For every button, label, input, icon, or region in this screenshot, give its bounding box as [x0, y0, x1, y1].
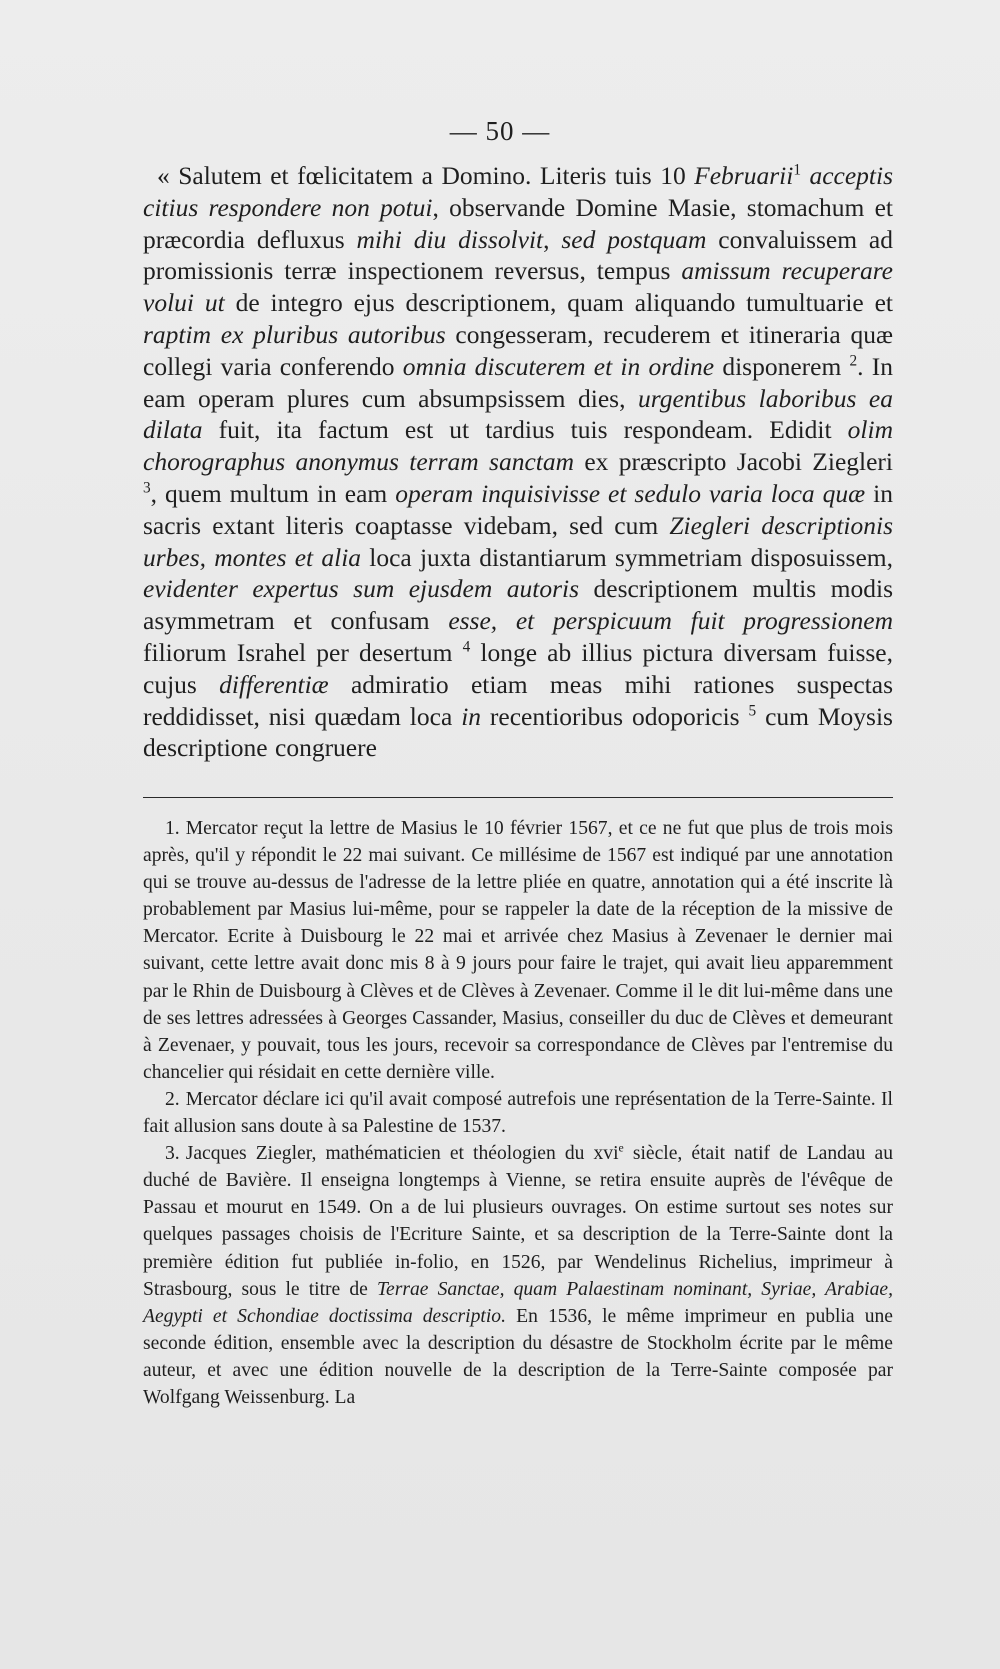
text-run: ex præscripto Jacobi Ziegleri [574, 447, 893, 477]
footnote-ref-1: 1 [793, 161, 801, 179]
italic-run: amissum recuperare volui ut [143, 256, 893, 318]
text-run: recentioribus odoporicis [481, 701, 749, 731]
main-text [143, 160, 893, 764]
text-run: filiorum Israhel per desertum [143, 637, 463, 667]
italic-run: Ziegleri descriptionis urbes, montes et alia [143, 510, 893, 572]
text-run: fuit, ita factum est ut tardius tuis respondeam. Edidit [202, 415, 848, 445]
text-run: , observande Domine Masie, stomachum et præcordia defluxus [143, 192, 894, 254]
italic-run: evidenter expertus sum ejusdem autoris [143, 574, 580, 604]
text-run: convaluissem ad promissionis terræ inspectionem reversus, tempus [143, 224, 893, 286]
footnote-3 [143, 1140, 893, 1411]
footnote-number: 1. [165, 818, 180, 839]
text-run: loca juxta distantiarum symmetriam disposuissem, [361, 542, 893, 572]
text-run: admiratio etiam meas mihi rationes suspectas reddidisset, nisi quædam loca [143, 669, 893, 731]
footnote-number: 3. [165, 1143, 180, 1165]
footnote-ref-3: 3 [143, 479, 151, 497]
text-run: longe ab illius pictura diversam fuisse, cujus [143, 637, 893, 699]
italic-run: omnia discuterem et in ordine [402, 351, 715, 381]
italic-run: mihi diu dissolvit [356, 224, 544, 254]
italic-run: urgentibus laboribus ea dilata [143, 383, 893, 445]
text-run: , [543, 224, 562, 254]
footnote-text: Jacques Ziegler, mathématicien et théologien du xvi [185, 1143, 619, 1165]
main-paragraph [143, 160, 893, 764]
text-run: de integro ejus descriptionem, quam aliquando tumultuarie et [224, 288, 894, 318]
text-run: in sacris extant literis coaptasse videbam, sed cum [143, 478, 893, 540]
text-run: disponerem [714, 351, 850, 381]
footnote-text: Mercator déclare ici qu'il avait composé autrefois une représentation de la Terre-Sainte. Il fait allusion sans doute à sa Palestine de 1537. [143, 1088, 893, 1138]
footnote-text: Mercator reçut la lettre de Masius le 10 février 1567, et ce ne fut que plus de trois mois après, qu'il y répondit le 22 mai suivant. Ce millésime de 1567 est indiqué par une annotation qui se trouve au-dessus de l'adresse de la lettre pliée en quatre, annotation qui a été inscrite là probablement par Masius lui-même, pour se rappeler la date de la réception de la missive de Mercator. Ecrite à Duisbourg le 22 mai et arrivée chez Masius à Zevenaer le dernier mai suivant, cette lettre avait donc mis 8 à 9 jours pour faire le trajet, qui avait lieu apparemment par le Rhin de Duisbourg à Clèves et de Clèves à Zevenaer. Comme il le dit lui-même dans une de ses lettres adressées à Georges Cassander, Masius, conseiller du duc de Clèves et demeurant à Zevenaer, y pouvait, tous les jours, recevoir sa correspondance de Clèves par l'entremise du chancelier qui résidait en cette dernière ville. [143, 818, 893, 1083]
italic-run: esse, et perspicuum fuit progressionem [448, 606, 893, 636]
footnote-divider [143, 797, 893, 798]
footnote-2 [143, 1086, 893, 1140]
italic-run: raptim ex pluribus autoribus [143, 319, 446, 349]
text-run: cum Moysis descriptione congruere [143, 701, 893, 763]
italic-run: in [461, 701, 482, 731]
footnote-text: siècle, était natif de Landau au duché de Bavière. Il enseigna longtemps à Vienne, se retira ensuite auprès de l'évêque de Passau et mourut en 1549. On a de lui plusieurs ouvrages. On estime surtout ses notes sur quelques passages choisis de l'Ecriture Sainte, et sa description de la Terre-Sainte dont la première édition fut publiée in-folio, en 1526, par Wendelinus Richelius, imprimeur à Strasbourg, sous le titre de [143, 1143, 894, 1300]
italic-run: Februarii [694, 161, 794, 190]
text-run: descriptionem multis modis asymmetram et confusam [143, 574, 893, 636]
footnote-ref-5: 5 [748, 702, 757, 720]
footnote-1 [143, 815, 893, 1086]
italic-run: operam inquisivisse et sedulo varia loca quæ [395, 478, 866, 508]
italic-run: sed postquam [561, 224, 707, 254]
book-title: Terrae Sanctae, quam Palaestinam nominant, Syriae, Arabiae, Aegypti et Schondiae doctissima descriptio. [143, 1278, 893, 1327]
footnotes [143, 815, 893, 1411]
superscript: e [618, 1141, 624, 1155]
footnote-ref-4: 4 [462, 638, 471, 656]
italic-run: differentiæ [219, 669, 329, 699]
text-run: , quem multum in eam [150, 478, 396, 508]
italic-run: olim chorographus anonymus terram sanctam [143, 415, 893, 477]
text-run: « Salutem et fœlicitatem a Domino. Literis tuis 10 [157, 161, 695, 190]
footnote-number: 2. [165, 1088, 180, 1110]
text-run: . In eam operam plures cum absumpsissem dies, [143, 351, 894, 413]
footnote-ref-2: 2 [849, 352, 858, 370]
text-run: congesseram, recuderem et itineraria quæ collegi varia conferendo [143, 319, 893, 381]
page-number: — 50 — [449, 116, 551, 146]
italic-run: acceptis citius respondere non potui [143, 161, 894, 222]
footnote-text: En 1536, le même imprimeur en publia une seconde édition, ensemble avec la description du désastre de Stockholm écrite par le même auteur, et avec une édition nouvelle de la description de la Terre-Sainte composée par Wolfgang Weissenburg. La [143, 1305, 893, 1408]
